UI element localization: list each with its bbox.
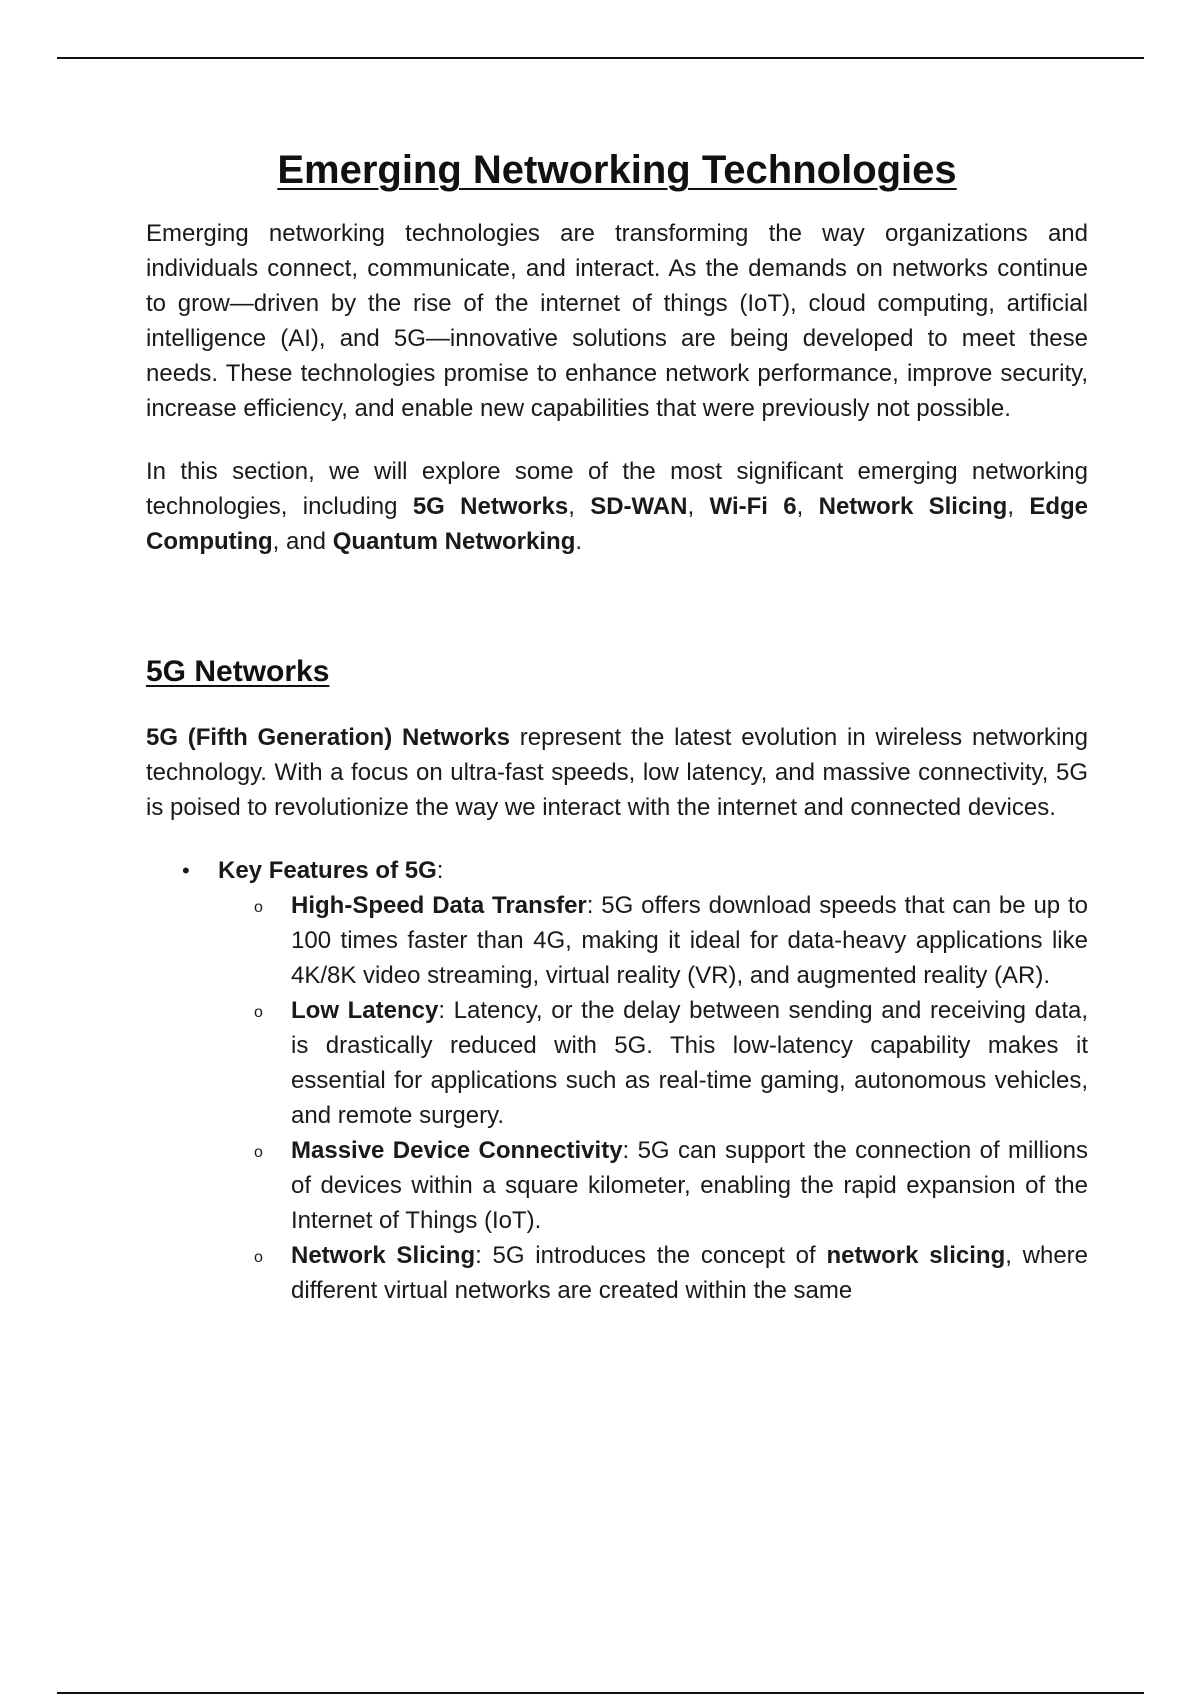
features-colon: :	[436, 857, 444, 884]
item-text: : Latency, or the delay between sending and receiving data, is drastically reduced with 5G. This low-latency capability makes it essential for applications such as real-time gaming, autonomous vehicles, and remote surgery.	[291, 997, 1088, 1129]
item-text-continued: , where different virtual networks are created within the same	[291, 1242, 1089, 1304]
features-list	[146, 853, 1088, 1308]
features-heading	[146, 853, 1088, 888]
tech-quantum-networking: Quantum Networking	[332, 528, 576, 555]
item-label: Network Slicing	[291, 1242, 476, 1269]
list-item	[146, 993, 1088, 1133]
tech-network-slicing: Network Slicing	[818, 493, 1008, 520]
tech-sdwan: SD-WAN	[590, 493, 688, 520]
features-label: Key Features of 5G	[218, 857, 437, 884]
separator: ,	[1007, 493, 1030, 520]
list-item	[146, 1238, 1088, 1308]
item-text: : 5G can support the connection of millions of devices within a square kilometer, enabling the rapid expansion of the Internet of Things (IoT).	[291, 1137, 1088, 1234]
item-text: : 5G introduces the concept of	[475, 1242, 827, 1269]
sub-bullet-icon: o	[254, 1144, 263, 1161]
separator: ,	[796, 493, 819, 520]
list-item	[146, 888, 1088, 993]
tech-5g: 5G Networks	[412, 493, 569, 520]
header-rule	[57, 57, 1144, 59]
intro-paragraph: Emerging networking technologies are transforming the way organizations and individuals connect, communicate, and interact. As the demands on networks continue to grow—driven by the rise of the internet of things (IoT), cloud computing, artificial intelligence (AI), and 5G—innovative solutions are being developed to meet these needs. These technologies promise to enhance network performance, improve security, increase efficiency, and enable new capabilities that were previously not possible.	[146, 220, 1088, 422]
tech-edge-computing: Edge Computing	[146, 493, 1089, 555]
item-label: High-Speed Data Transfer	[291, 892, 587, 919]
overview-prefix: In this section, we will explore some of the most significant emerging networking technologies, including	[146, 458, 1088, 520]
separator: ,	[568, 493, 591, 520]
section-heading-5g: 5G Networks	[146, 655, 330, 688]
sub-bullet-icon: o	[254, 1249, 263, 1266]
item-label: Massive Device Connectivity	[291, 1137, 623, 1164]
footer-rule	[57, 1692, 1144, 1694]
separator: ,	[687, 493, 710, 520]
page-title: Emerging Networking Technologies	[277, 148, 957, 192]
tech-wifi6: Wi-Fi 6	[709, 493, 797, 520]
section-5g-intro	[146, 720, 1088, 825]
item-label: Low Latency	[291, 997, 439, 1024]
document-body	[146, 146, 1088, 1308]
list-item	[146, 1133, 1088, 1238]
sub-bullet-icon: o	[254, 899, 263, 916]
section-5g-intro-bold: 5G (Fifth Generation) Networks	[146, 724, 511, 751]
separator: , and	[272, 528, 333, 555]
item-text: : 5G offers download speeds that can be up to 100 times faster than 4G, making it ideal for data-heavy applications like 4K/8K video streaming, virtual reality (VR), and augmented reality (AR).	[291, 892, 1089, 989]
overview-paragraph	[146, 454, 1088, 559]
item-bold-term: network slicing	[826, 1242, 1006, 1269]
section-5g-intro-text: represent the latest evolution in wireless networking technology. With a focus on ultra-fast speeds, low latency, and massive connectivity, 5G is poised to revolutionize the way we interact with the internet and connected devices.	[146, 724, 1089, 821]
sub-bullet-icon: o	[254, 1004, 263, 1021]
bullet-icon: •	[182, 858, 190, 883]
separator: .	[575, 528, 583, 555]
